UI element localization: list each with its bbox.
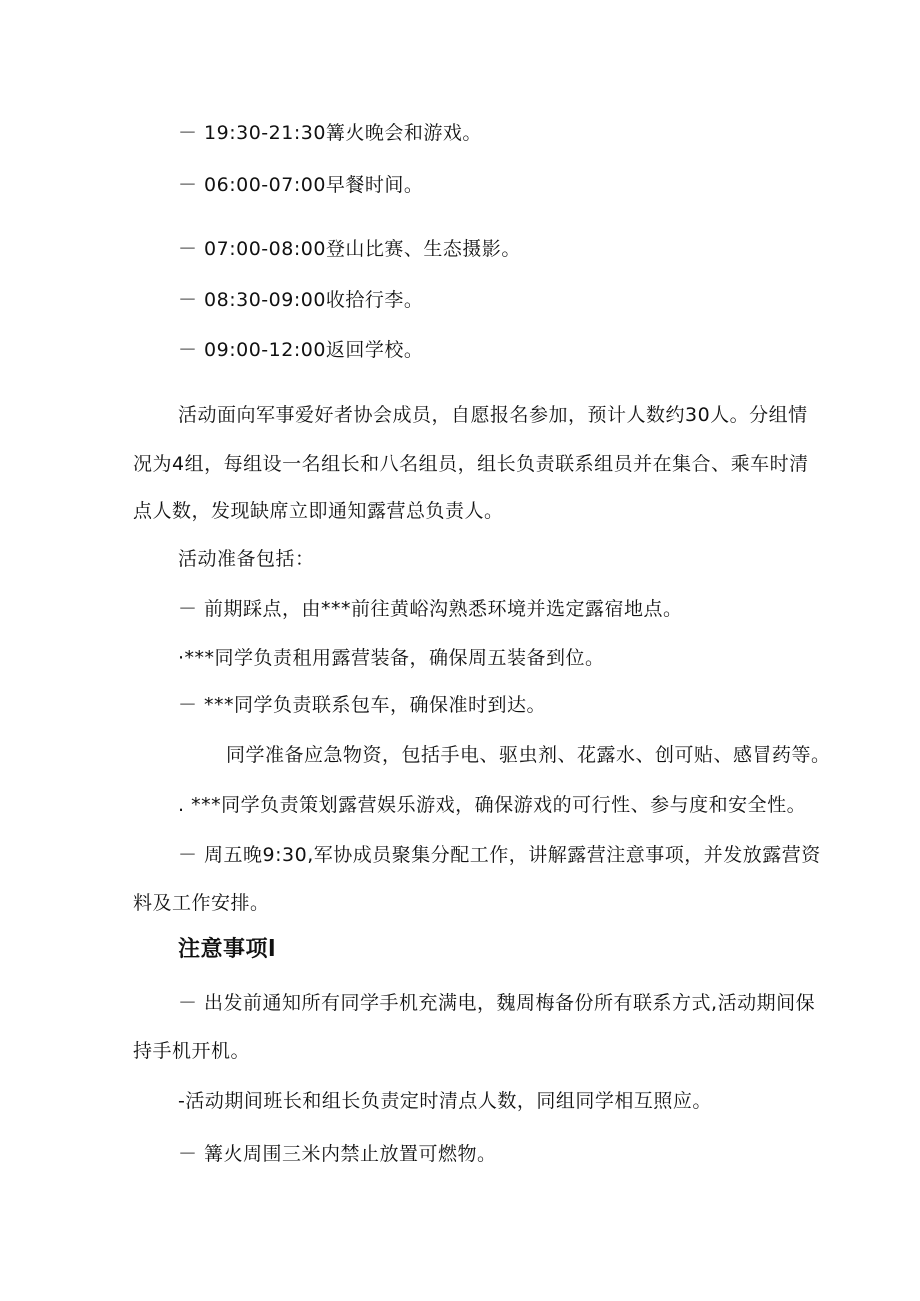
notes-item-headcount: -活动期间班长和组长负责定时清点人数，同组同学相互照应。 [178, 1090, 712, 1112]
participants-paragraph-line-2: 况为4组，每组设一名组长和八名组员，组长负责联系组员并在集合、乘车时清 [133, 453, 809, 475]
schedule-item-breakfast: － 06:00-07:00早餐时间。 [178, 174, 424, 196]
preparation-item-supplies: 同学准备应急物资，包括手电、驱虫剂、花露水、创可贴、感冒药等。 [226, 744, 831, 766]
notes-heading: 注意事项l [178, 937, 277, 962]
notes-item-phone-line-2: 持手机开机。 [133, 1040, 251, 1062]
preparation-item-equipment: ·***同学负责租用露营装备，确保周五装备到位。 [178, 647, 605, 669]
schedule-item-campfire: － 19:30-21:30篝火晚会和游戏。 [178, 122, 482, 144]
preparation-intro: 活动准备包括： [178, 548, 315, 570]
schedule-item-return: － 09:00-12:00返回学校。 [178, 339, 424, 361]
notes-item-fire-safety: － 篝火周围三米内禁止放置可燃物。 [178, 1143, 497, 1165]
schedule-item-packing: － 08:30-09:00收拾行李。 [178, 289, 424, 311]
preparation-item-transport: － ***同学负责联系包车，确保准时到达。 [178, 694, 547, 716]
notes-item-phone-line-1: － 出发前通知所有同学手机充满电，魏周梅备份所有联系方式,活动期间保 [178, 992, 816, 1014]
preparation-item-scouting: － 前期踩点，由***前往黄峪沟熟悉环境并选定露宿地点。 [178, 598, 683, 620]
preparation-item-games: . ***同学负责策划露营娱乐游戏，确保游戏的可行性、参与度和安全性。 [178, 794, 807, 816]
preparation-item-meeting: － 周五晚9:30,军协成员聚集分配工作，讲解露营注意事项，并发放露营资 [178, 844, 821, 866]
schedule-item-hiking: － 07:00-08:00登山比赛、生态摄影。 [178, 238, 521, 260]
participants-paragraph-line-3: 点人数，发现缺席立即通知露营总负责人。 [133, 500, 504, 522]
participants-paragraph-line-1: 活动面向军事爱好者协会成员，自愿报名参加，预计人数约30人。分组情 [178, 404, 808, 426]
preparation-item-meeting-continuation: 料及工作安排。 [133, 892, 270, 914]
